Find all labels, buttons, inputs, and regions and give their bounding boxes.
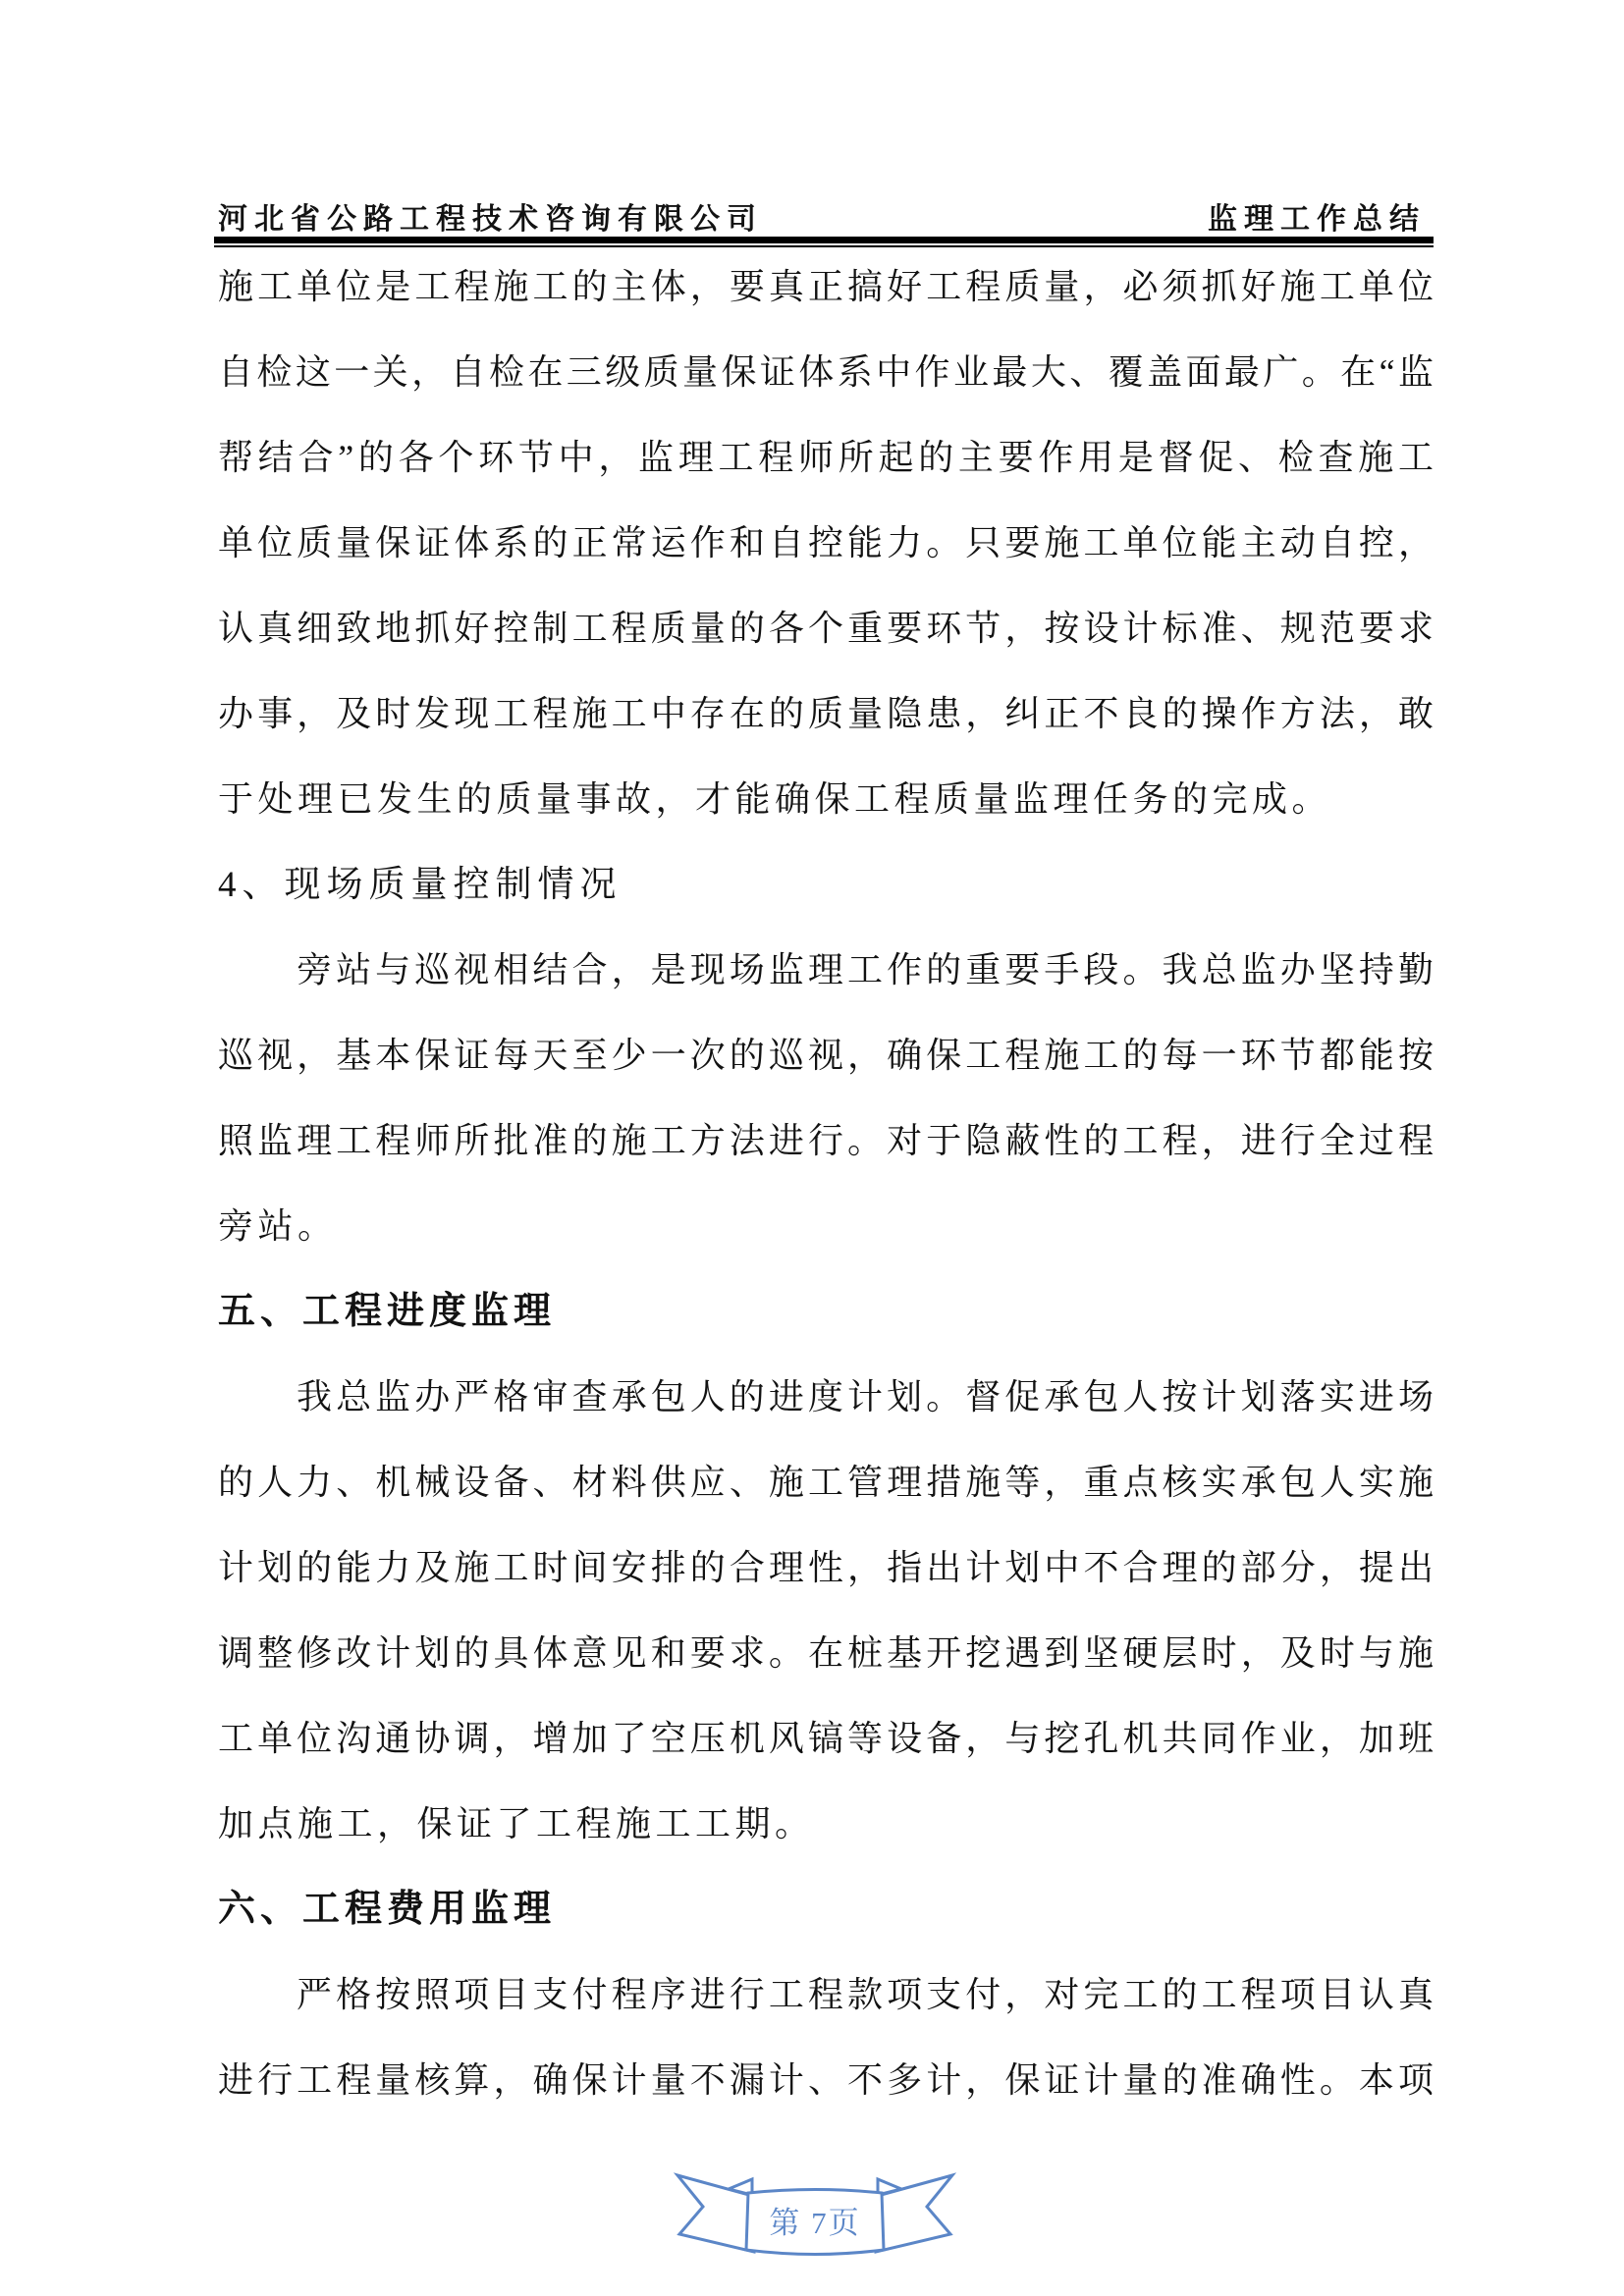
- body-line: 旁站与巡视相结合，是现场监理工作的重要手段。我总监办坚持勤: [297, 950, 1434, 989]
- section-heading-4: 4、现场质量控制情况: [218, 865, 623, 905]
- body-line: 自检这一关，自检在三级质量保证体系中作业最大、覆盖面最广。在“监: [218, 352, 1434, 392]
- page-number-label: 第 7页: [769, 2206, 861, 2240]
- body-line: 加点施工，保证了工程施工工期。: [218, 1804, 815, 1843]
- body-line: 我总监办严格审查承包人的进度计划。督促承包人按计划落实进场: [297, 1377, 1434, 1416]
- body-line: 巡视，基本保证每天至少一次的巡视，确保工程施工的每一环节都能按: [218, 1036, 1434, 1075]
- document-body: [218, 244, 1434, 2123]
- header-company-name: 河北省公路工程技术咨询有限公司: [218, 203, 763, 236]
- body-line: 调整修改计划的具体意见和要求。在桩基开挖遇到坚硬层时，及时与施: [218, 1633, 1434, 1673]
- body-line: 旁站。: [218, 1206, 338, 1246]
- body-line: 帮结合”的各个环节中，监理工程师所起的主要作用是督促、检查施工: [218, 438, 1434, 477]
- section-heading-6: 六、工程费用监理: [218, 1889, 557, 1930]
- body-line: 工单位沟通协调，增加了空压机风镐等设备，与挖孔机共同作业，加班: [218, 1719, 1434, 1758]
- body-line: 于处理已发生的质量事故，才能确保工程质量监理任务的完成。: [218, 779, 1332, 819]
- body-line: 单位质量保证体系的正常运作和自控能力。只要施工单位能主动自控，: [218, 523, 1434, 562]
- body-line: 的人力、机械设备、材料供应、施工管理措施等，重点核实承包人实施: [218, 1463, 1434, 1502]
- header-doc-title: 监理工作总结: [1208, 203, 1426, 236]
- body-line: 办事，及时发现工程施工中存在的质量隐患，纠正不良的操作方法，敢: [218, 694, 1434, 733]
- page-number-ribbon: [668, 2165, 962, 2266]
- section-heading-5: 五、工程进度监理: [218, 1291, 557, 1332]
- body-line: 认真细致地抓好控制工程质量的各个重要环节，按设计标准、规范要求: [218, 609, 1434, 648]
- body-line: 严格按照项目支付程序进行工程款项支付，对完工的工程项目认真: [297, 1975, 1434, 2014]
- body-line: 施工单位是工程施工的主体，要真正搞好工程质量，必须抓好施工单位: [218, 267, 1434, 306]
- body-line: 照监理工程师所批准的施工方法进行。对于隐蔽性的工程，进行全过程: [218, 1121, 1434, 1160]
- body-line: 进行工程量核算，确保计量不漏计、不多计，保证计量的准确性。本项: [218, 2060, 1434, 2100]
- body-line: 计划的能力及施工时间安排的合理性，指出计划中不合理的部分，提出: [218, 1548, 1434, 1587]
